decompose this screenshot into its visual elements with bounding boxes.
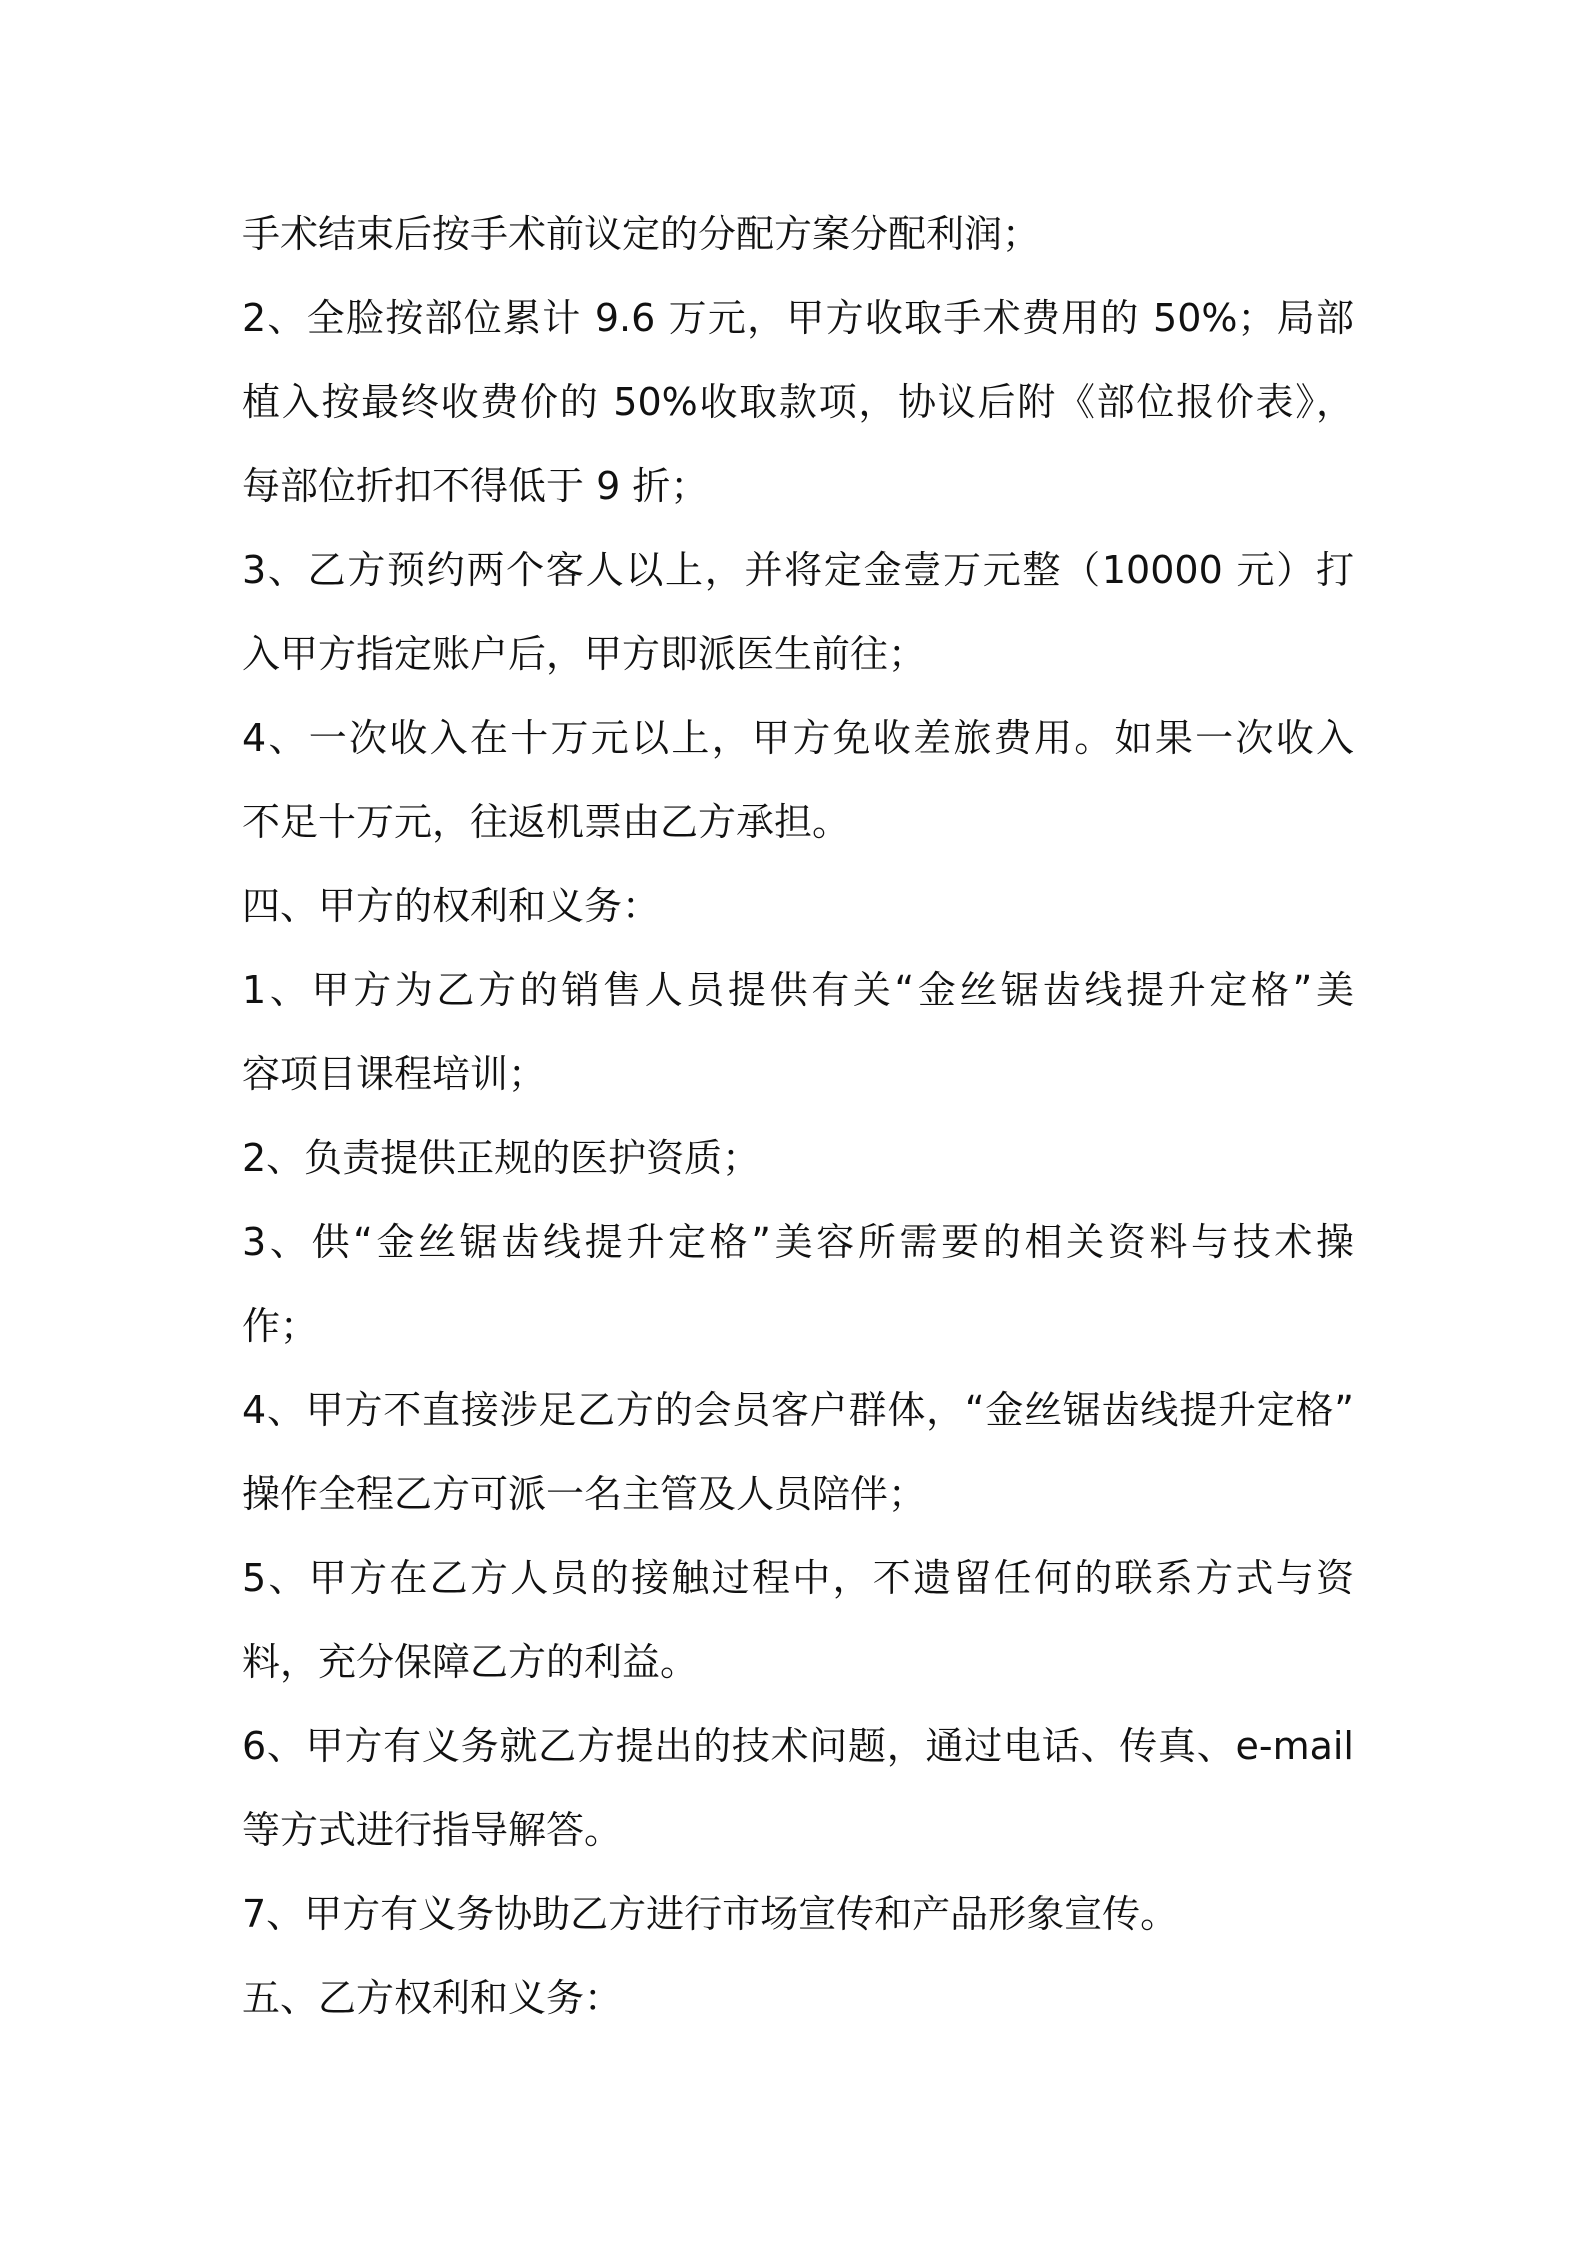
paragraph-line: 容项目课程培训； [242, 1052, 547, 1096]
paragraph-line: 不足十万元，往返机票由乙方承担。 [242, 800, 851, 844]
paragraph-line: 每部位折扣不得低于 9 折； [242, 464, 709, 508]
document-body [242, 192, 1354, 2040]
paragraph-line: 植入按最终收费价的 50%收取款项，协议后附《部位报价表》， [242, 380, 1354, 424]
paragraph-line: 1、甲方为乙方的销售人员提供有关“金丝锯齿线提升定格”美 [242, 968, 1354, 1012]
paragraph-line: 入甲方指定账户后，甲方即派医生前往； [242, 632, 927, 676]
paragraph-line: 料，充分保障乙方的利益。 [242, 1640, 699, 1684]
paragraph-line: 6、甲方有义务就乙方提出的技术问题，通过电话、传真、e-mail [242, 1724, 1354, 1768]
paragraph-line: 2、全脸按部位累计 9.6 万元，甲方收取手术费用的 50%；局部 [242, 296, 1354, 340]
paragraph-line: 作； [242, 1304, 319, 1348]
section-heading: 四、甲方的权利和义务： [242, 884, 661, 928]
paragraph-line: 4、一次收入在十万元以上，甲方免收差旅费用。如果一次收入 [242, 716, 1354, 760]
paragraph-line: 手术结束后按手术前议定的分配方案分配利润； [242, 212, 1041, 256]
section-heading: 五、乙方权利和义务： [242, 1976, 623, 2020]
paragraph-line: 3、乙方预约两个客人以上，并将定金壹万元整（10000 元）打 [242, 548, 1354, 592]
paragraph-line: 3、供“金丝锯齿线提升定格”美容所需要的相关资料与技术操 [242, 1220, 1354, 1264]
paragraph-line: 2、负责提供正规的医护资质； [242, 1136, 761, 1180]
paragraph-line: 等方式进行指导解答。 [242, 1808, 623, 1852]
paragraph-line: 7、甲方有义务协助乙方进行市场宣传和产品形象宣传。 [242, 1892, 1179, 1936]
paragraph-line: 5、甲方在乙方人员的接触过程中，不遗留任何的联系方式与资 [242, 1556, 1354, 1600]
paragraph-line: 操作全程乙方可派一名主管及人员陪伴； [242, 1472, 927, 1516]
paragraph-line: 4、甲方不直接涉足乙方的会员客户群体，“金丝锯齿线提升定格” [242, 1388, 1354, 1432]
